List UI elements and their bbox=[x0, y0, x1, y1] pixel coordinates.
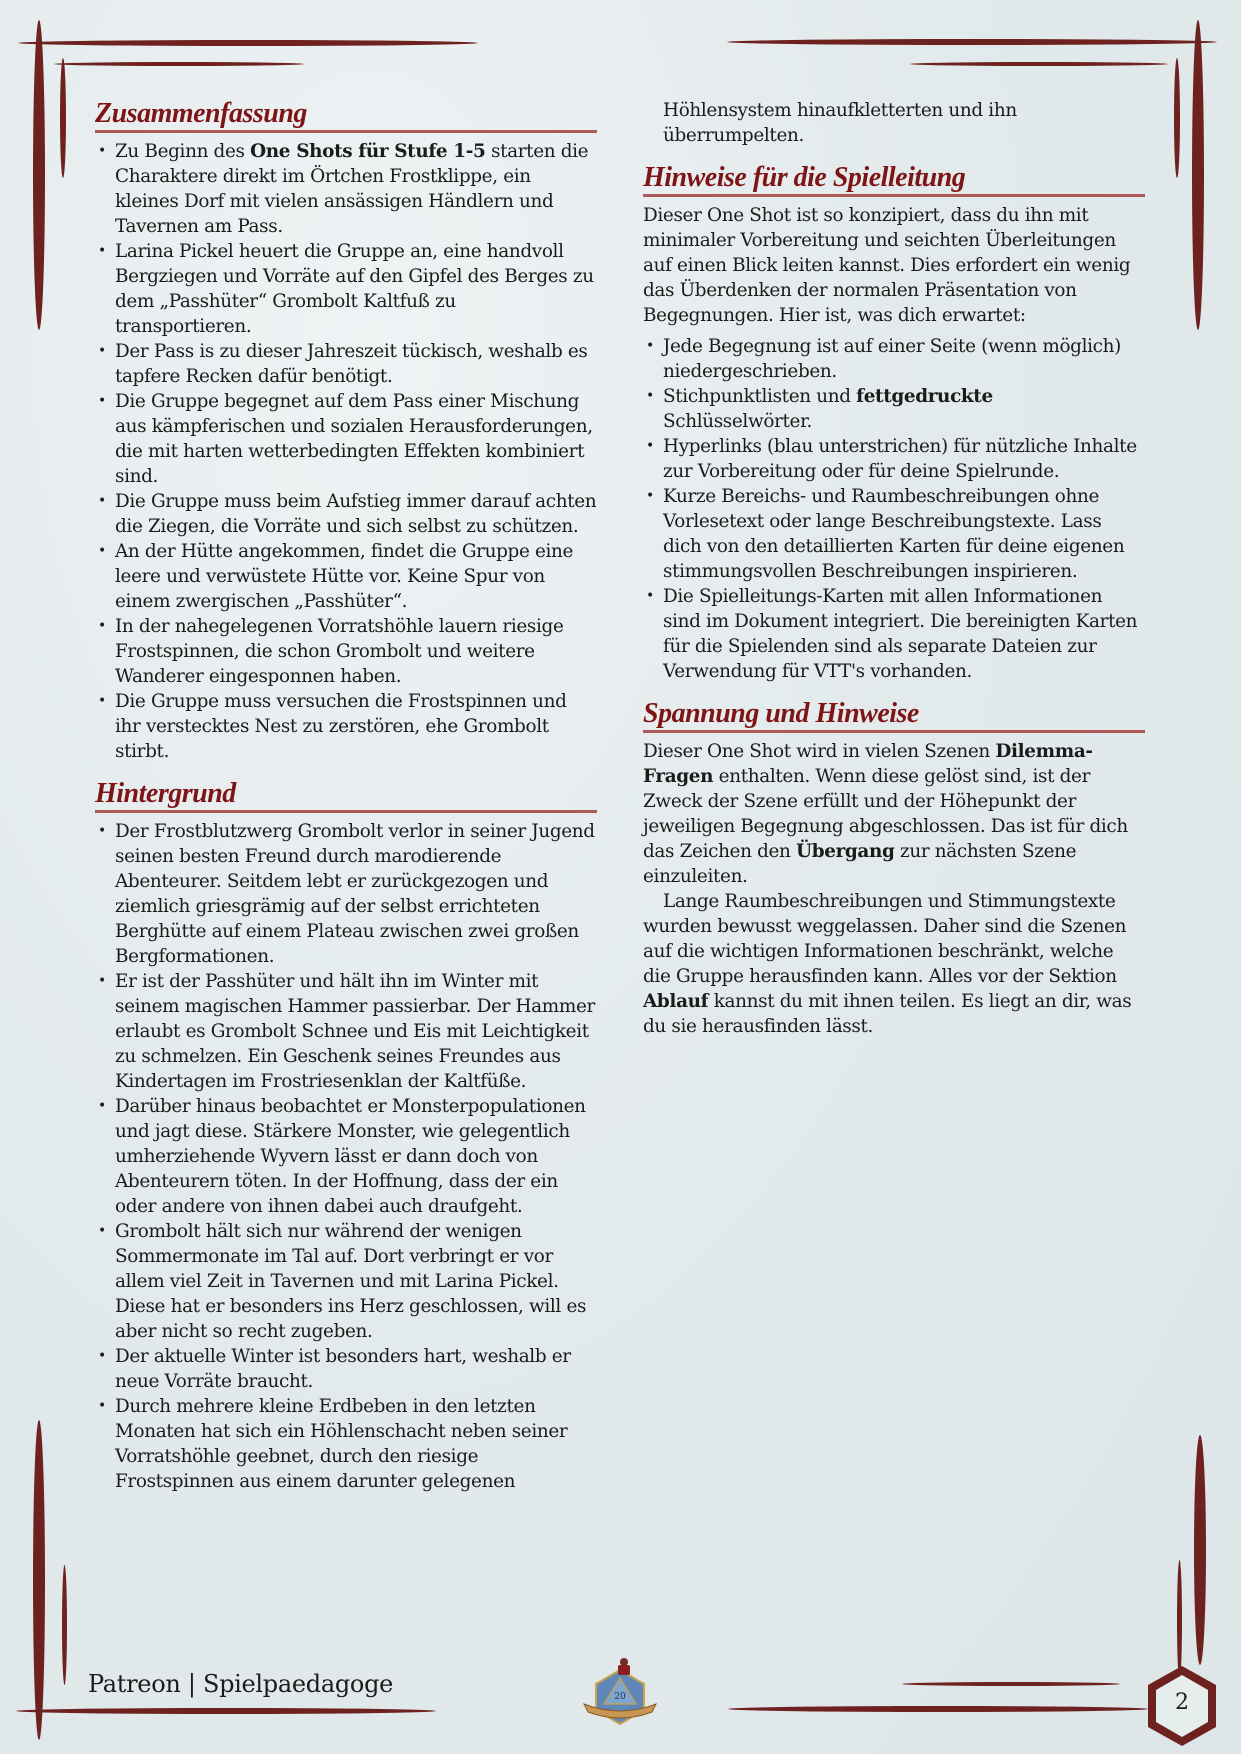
section-heading-tension: Spannung und Hinweise bbox=[643, 698, 1145, 733]
frame-border-right-outer-lower bbox=[1194, 1435, 1206, 1665]
frame-border-top-left-short bbox=[54, 62, 304, 66]
summary-item: • In der nahegelegenen Vorratshöhle lauern riesige Frostspinnen, die schon Grombolt und weitere Wanderer eingesponnen haben. bbox=[95, 614, 597, 689]
right-column bbox=[643, 98, 1145, 1039]
summary-item: • Die Gruppe begegnet auf dem Pass einer Mischung aus kämpferischen und sozialen Herausforderungen, die mit harten wetterbedingten Effekten kombiniert sind. bbox=[95, 389, 597, 489]
background-item: • Darüber hinaus beobachtet er Monsterpopulationen und jagt diese. Stärkere Monster, wie gelegentlich umherziehende Wyvern lässt er dann doch von Abenteurern töten. In der Hoffnung, dass der ein oder andere von ihnen dabei auch draufgeht. bbox=[95, 1094, 597, 1219]
background-item: • Er ist der Passhüter und hält ihn im Winter mit seinem magischen Hammer passierbar. Der Hammer erlaubt es Grombolt Schnee und Eis mit Leichtigkeit zu schmelzen. Ein Geschenk seines Freundes aus Kindertagen im Frostriesenklan der Kaltfüße. bbox=[95, 969, 597, 1094]
spacer bbox=[643, 684, 1145, 698]
section-heading-summary: Zusammenfassung bbox=[95, 98, 597, 133]
spielpaedagoge-logo-icon bbox=[580, 1656, 660, 1728]
footer-credit: Patreon | Spielpaedagoge bbox=[88, 1670, 394, 1698]
background-item: • Durch mehrere kleine Erdbeben in den letzten Monaten hat sich ein Höhlenschacht neben seiner Vorratshöhle geebnet, durch den riesige Frostspinnen aus einem darunter gelegenen bbox=[95, 1394, 597, 1494]
gm-notes-list bbox=[643, 334, 1145, 684]
summary-item: • Der Pass is zu dieser Jahreszeit tückisch, weshalb es tapfere Recken dafür benötigt. bbox=[95, 339, 597, 389]
bold-keyword: Übergang bbox=[796, 841, 895, 862]
frame-border-left-inner-upper bbox=[60, 58, 66, 178]
summary-item: • Zu Beginn des One Shots für Stufe 1-5 starten die Charaktere direkt im Örtchen Frostklippe, ein kleines Dorf mit vielen ansässigen Händlern und Tavernen am Pass. bbox=[95, 139, 597, 239]
bold-keyword: Dilemma-Fragen bbox=[643, 741, 1093, 787]
frame-border-left-outer-lower bbox=[33, 1420, 45, 1740]
gm-notes-item: • Stichpunktlisten und fettgedruckte Schlüsselwörter. bbox=[643, 384, 1145, 434]
background-list bbox=[95, 819, 597, 1494]
summary-item: • An der Hütte angekommen, findet die Gruppe eine leere und verwüstete Hütte vor. Keine Spur von einem zwergischen „Passhüter“. bbox=[95, 539, 597, 614]
bold-keyword: fettgedruckte bbox=[856, 386, 993, 407]
page-number: 2 bbox=[1175, 1690, 1189, 1715]
summary-list bbox=[95, 139, 597, 764]
spacer bbox=[95, 764, 597, 778]
gm-notes-intro: Dieser One Shot ist so konzipiert, dass du ihn mit minimaler Vorbereitung und seichten Überleitungen auf einen Blick leiten kannst. Dies erfordert ein wenig das Überdenken der normalen Präsentation von Begegnungen. Hier ist, was dich erwartet: bbox=[643, 205, 1131, 326]
frame-border-bottom-right-long bbox=[728, 1706, 1148, 1712]
frame-border-top-right-long bbox=[727, 39, 1217, 45]
frame-border-bottom-right-short bbox=[902, 1682, 1120, 1686]
summary-item: • Larina Pickel heuert die Gruppe an, eine handvoll Bergziegen und Vorräte auf den Gipfel des Berges zu dem „Passhüter“ Grombolt Kaltfuß zu transportieren. bbox=[95, 239, 597, 339]
tension-paragraph-1: Dieser One Shot wird in vielen Szenen Dilemma-Fragen enthalten. Wenn diese gelöst sind, ist der Zweck der Szene erfüllt und der Höhepunkt der jeweiligen Begegnung abgeschlossen. Das ist für dich das Zeichen den Übergang zur nächsten Szene einzuleiten. bbox=[643, 741, 1128, 887]
svg-text:20: 20 bbox=[614, 1692, 626, 1702]
section-heading-background: Hintergrund bbox=[95, 778, 597, 813]
frame-border-top-left-long bbox=[18, 40, 478, 46]
gm-notes-item: • Jede Begegnung ist auf einer Seite (wenn möglich) niedergeschrieben. bbox=[643, 334, 1145, 384]
bold-keyword: One Shots für Stufe 1-5 bbox=[250, 141, 486, 162]
background-item: • Der aktuelle Winter ist besonders hart, weshalb er neue Vorräte braucht. bbox=[95, 1344, 597, 1394]
gm-notes-item: • Kurze Bereichs- und Raumbeschreibungen ohne Vorlesetext oder lange Beschreibungstexte. Lass dich von den detaillierten Karten für deine eigenen stimmungsvollen Beschreibungen inspirieren. bbox=[643, 484, 1145, 584]
background-item-continuation: Höhlensystem hinaufkletterten und ihn überrumpelten. bbox=[663, 100, 1017, 146]
section-heading-gm-notes: Hinweise für die Spielleitung bbox=[643, 162, 1145, 197]
frame-border-right-outer-upper bbox=[1192, 20, 1204, 330]
frame-border-right-inner-upper bbox=[1174, 58, 1180, 178]
left-column bbox=[95, 98, 597, 1494]
summary-item: • Die Gruppe muss beim Aufstieg immer darauf achten die Ziegen, die Vorräte und sich selbst zu schützen. bbox=[95, 489, 597, 539]
frame-border-top-right-short bbox=[910, 62, 1168, 66]
gm-notes-item: • Hyperlinks (blau unterstrichen) für nützliche Inhalte zur Vorbereitung oder für deine Spielrunde. bbox=[643, 434, 1145, 484]
spacer bbox=[643, 148, 1145, 162]
background-item: • Der Frostblutzwerg Grombolt verlor in seiner Jugend seinen besten Freund durch marodierende Abenteurer. Seitdem lebt er zurückgezogen und ziemlich griesgrämig auf der selbst errichteten Berghütte auf einem Plateau zwischen zwei großen Bergformationen. bbox=[95, 819, 597, 969]
frame-border-right-inner-lower bbox=[1177, 1560, 1182, 1680]
summary-item: • Die Gruppe muss versuchen die Frostspinnen und ihr verstecktes Nest zu zerstören, ehe Grombolt stirbt. bbox=[95, 689, 597, 764]
bold-keyword: Ablauf bbox=[643, 991, 709, 1012]
background-item: • Grombolt hält sich nur während der wenigen Sommermonate im Tal auf. Dort verbringt er vor allem viel Zeit in Tavernen und mit Larina Pickel. Diese hat er besonders ins Herz geschlossen, will es aber nicht so recht zugeben. bbox=[95, 1219, 597, 1344]
gm-notes-item: • Die Spielleitungs-Karten mit allen Informationen sind im Dokument integriert. Die bereinigten Karten für die Spielenden sind als separate Dateien zur Verwendung für VTT's vorhanden. bbox=[643, 584, 1145, 684]
frame-border-left-outer-upper bbox=[33, 20, 45, 330]
frame-border-left-inner-lower bbox=[62, 1565, 67, 1685]
tension-paragraph-2: Lange Raumbeschreibungen und Stimmungstexte wurden bewusst weggelassen. Daher sind die Szenen auf die wichtigen Informationen beschränkt, welche die Gruppe herausfinden kann. Alles vor der Sektion Ablauf kannst du mit ihnen teilen. Es liegt an dir, was du sie herausfinden lässt. bbox=[643, 891, 1132, 1037]
frame-border-bottom-left bbox=[16, 1708, 436, 1714]
